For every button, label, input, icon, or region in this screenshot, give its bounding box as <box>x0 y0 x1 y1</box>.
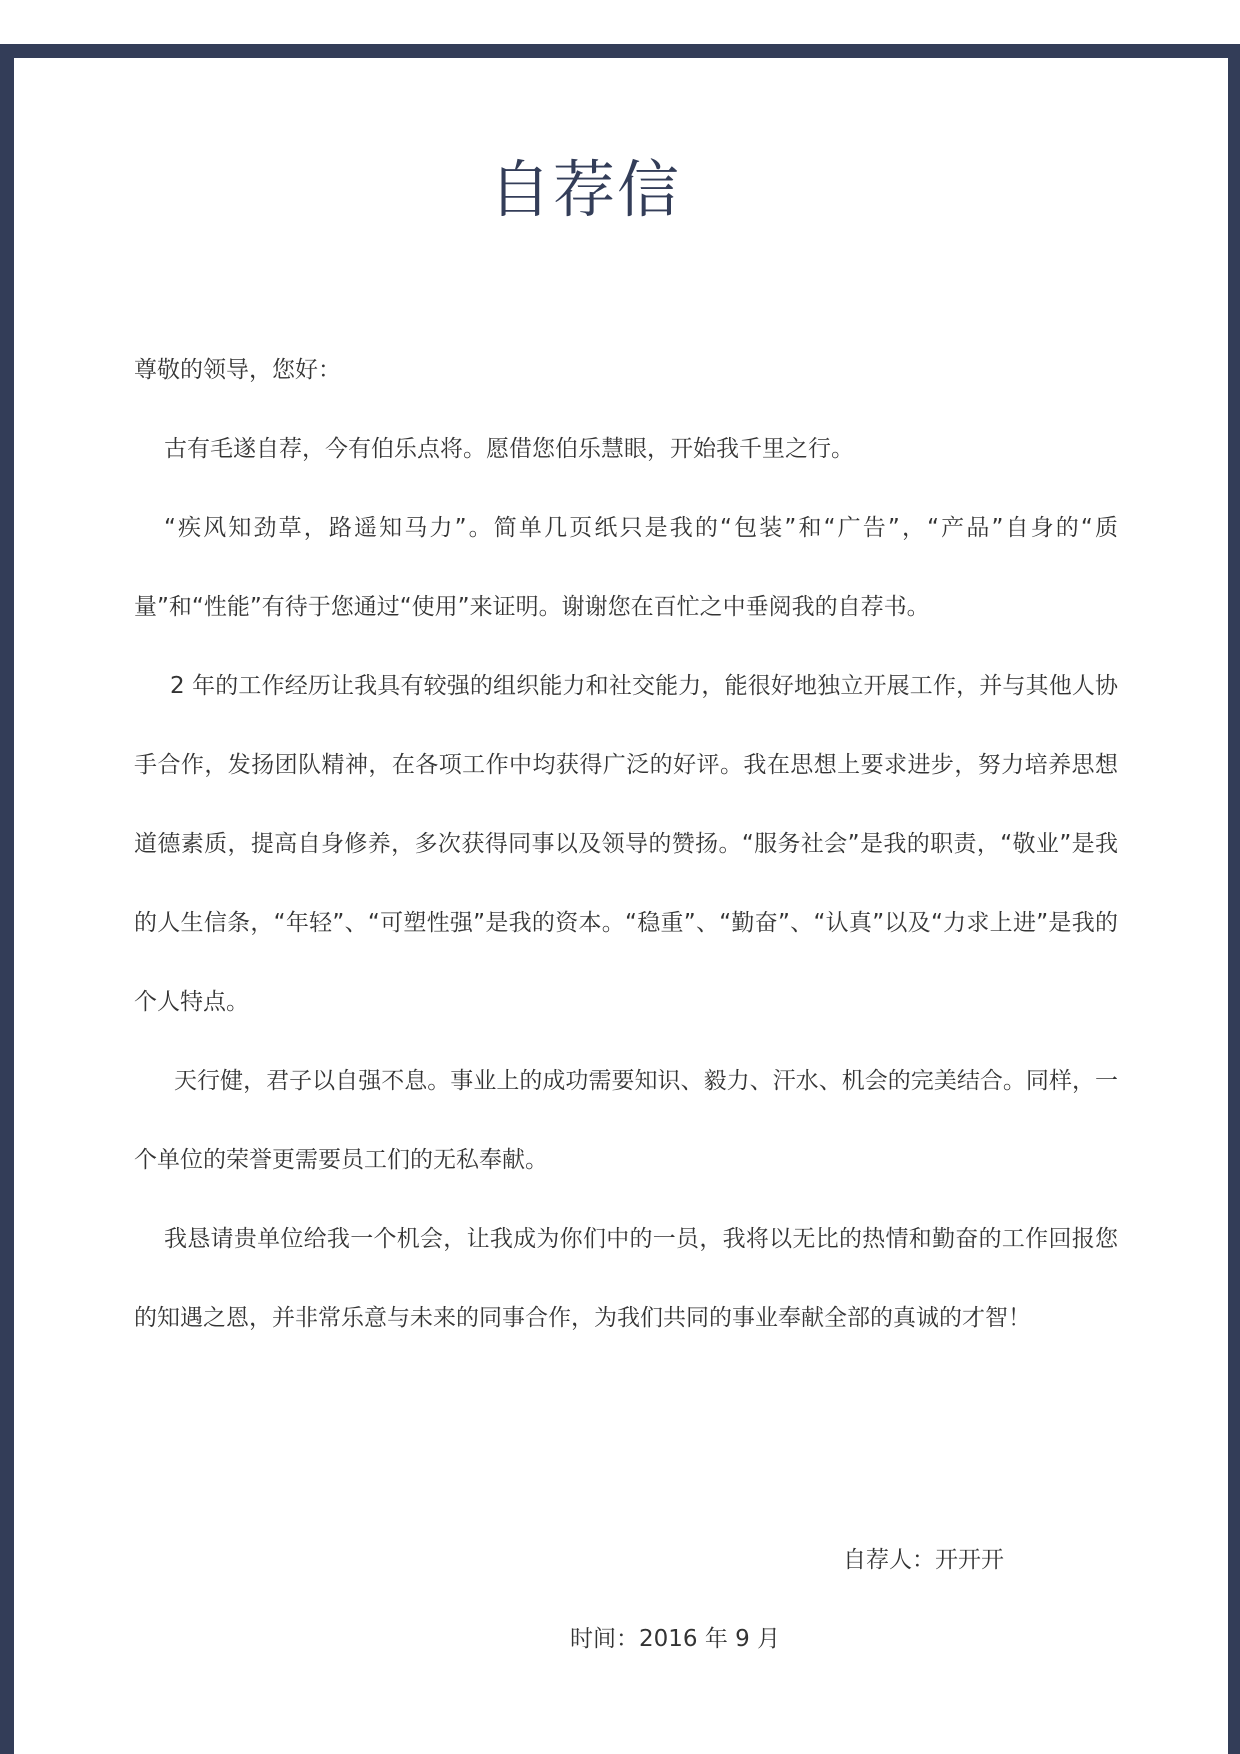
page-title: 自荐信 <box>488 153 681 226</box>
letter-paragraph: 古有毛遂自荐，今有伯乐点将。愿借您伯乐慧眼，开始我千里之行。 <box>164 436 854 462</box>
letter-signer: 自荐人：开开开 <box>843 1547 1004 1573</box>
letter-paragraph: 2 年的工作经历让我具有较强的组织能力和社交能力，能很好地独立开展工作，并与其他人协手合作，发扬团队精神，在各项工作中均获得广泛的好评。我在思想上要求进步，努力培养思想道德素质，提高自身修养，多次获得同事以及领导的赞扬。“服务社会”是我的职责，“敬业”是我的人生信条，“年轻”、“可塑性强”是我的资本。“稳重”、“勤奋”、“认真”以及“力求上进”是我的个人特点。 <box>134 673 1118 1015</box>
letter-greeting: 尊敬的领导，您好： <box>134 357 341 383</box>
letter-paragraph: “疾风知劲草，路遥知马力”。简单几页纸只是我的“包装”和“广告”，“产品”自身的“质量”和“性能”有待于您通过“使用”来证明。谢谢您在百忙之中垂阅我的自荐书。 <box>134 515 1118 620</box>
letter-date: 时间：2016 年 9 月 <box>570 1626 781 1652</box>
letter-paragraph: 我恳请贵单位给我一个机会，让我成为你们中的一员，我将以无比的热情和勤奋的工作回报您的知遇之恩，并非常乐意与未来的同事合作，为我们共同的事业奉献全部的真诚的才智！ <box>134 1226 1118 1331</box>
letter-body <box>134 331 1118 1358</box>
letter-paragraph: 天行健，君子以自强不息。事业上的成功需要知识、毅力、汗水、机会的完美结合。同样，一个单位的荣誉更需要员工们的无私奉献。 <box>134 1068 1118 1173</box>
